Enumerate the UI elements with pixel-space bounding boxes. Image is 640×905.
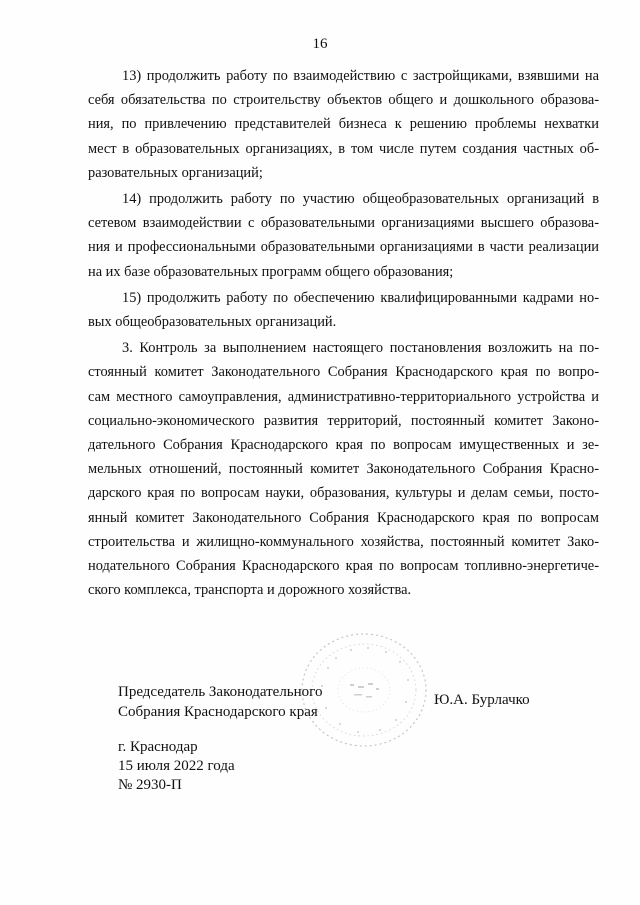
- text-line: на их базе образовательных программ общего образования;: [88, 263, 454, 280]
- document-number: № 2930-П: [118, 777, 182, 793]
- paragraph-item-15: [88, 286, 599, 334]
- text-line: разовательных организаций;: [88, 164, 263, 181]
- document-body: [88, 64, 599, 602]
- text-line: дательного Собрания Краснодарского края по вопросам имущественных и зе-: [88, 437, 599, 454]
- text-line: ского комплекса, транспорта и дорожного хозяйства.: [88, 582, 412, 599]
- text-line: ния, по привлечению представителей бизнеса к решению проблемы нехватки: [88, 116, 599, 133]
- text-line: сам местного самоуправления, административно-территориального устройства и: [88, 388, 599, 405]
- text-line: ния и профессиональными образовательными организациями в части реализации: [88, 239, 599, 256]
- text-line: строительства и жилищно-коммунального хозяйства, постоянный комитет Зако-: [88, 533, 599, 550]
- signatory-name: Ю.А. Бурлачко: [434, 692, 530, 708]
- signatory-title: [118, 682, 322, 722]
- text-line: социально-экономического развития территорий, постоянный комитет Законо-: [88, 412, 599, 429]
- text-line: себя обязательства по строительству объектов общего и дошкольного образова-: [88, 92, 599, 109]
- text-line: мест в образовательных организациях, в том числе путем создания частных об-: [88, 140, 599, 157]
- paragraph-item-14: [88, 187, 599, 284]
- place-date-block: [118, 738, 235, 795]
- paragraph-item-13: [88, 64, 599, 185]
- text-line: вых общеобразовательных организаций.: [88, 314, 337, 331]
- text-line: дарского края по вопросам науки, образования, культуры и делам семьи, посто-: [88, 485, 599, 502]
- text-line: 3. Контроль за выполнением настоящего постановления возложить на по-: [122, 340, 599, 357]
- text-line: стоянный комитет Законодательного Собрания Краснодарского края по вопро-: [88, 364, 599, 381]
- paragraph-control-3: [88, 336, 599, 602]
- city: г. Краснодар: [118, 739, 198, 755]
- page-number: 16: [312, 36, 328, 52]
- document-date: 15 июля 2022 года: [118, 758, 235, 774]
- text-line: 13) продолжить работу по взаимодействию с застройщиками, взявшими на: [122, 68, 599, 84]
- text-line: сетевом взаимодействии с образовательными организациями высшего образова-: [88, 215, 599, 232]
- text-line: нодательного Собрания Краснодарского края по вопросам топливно-энергетиче-: [88, 558, 599, 575]
- text-line: мельных отношений, постоянный комитет Законодательного Собрания Красно-: [88, 461, 599, 478]
- signatory-title-line: Председатель Законодательного: [118, 684, 323, 700]
- text-line: янный комитет Законодательного Собрания Краснодарского края по вопросам: [88, 509, 599, 526]
- text-line: 15) продолжить работу по обеспечению квалифицированными кадрами но-: [122, 289, 599, 306]
- signatory-title-line: Собрания Краснодарского края: [118, 704, 318, 720]
- text-line: 14) продолжить работу по участию общеобразовательных организаций в: [122, 191, 599, 208]
